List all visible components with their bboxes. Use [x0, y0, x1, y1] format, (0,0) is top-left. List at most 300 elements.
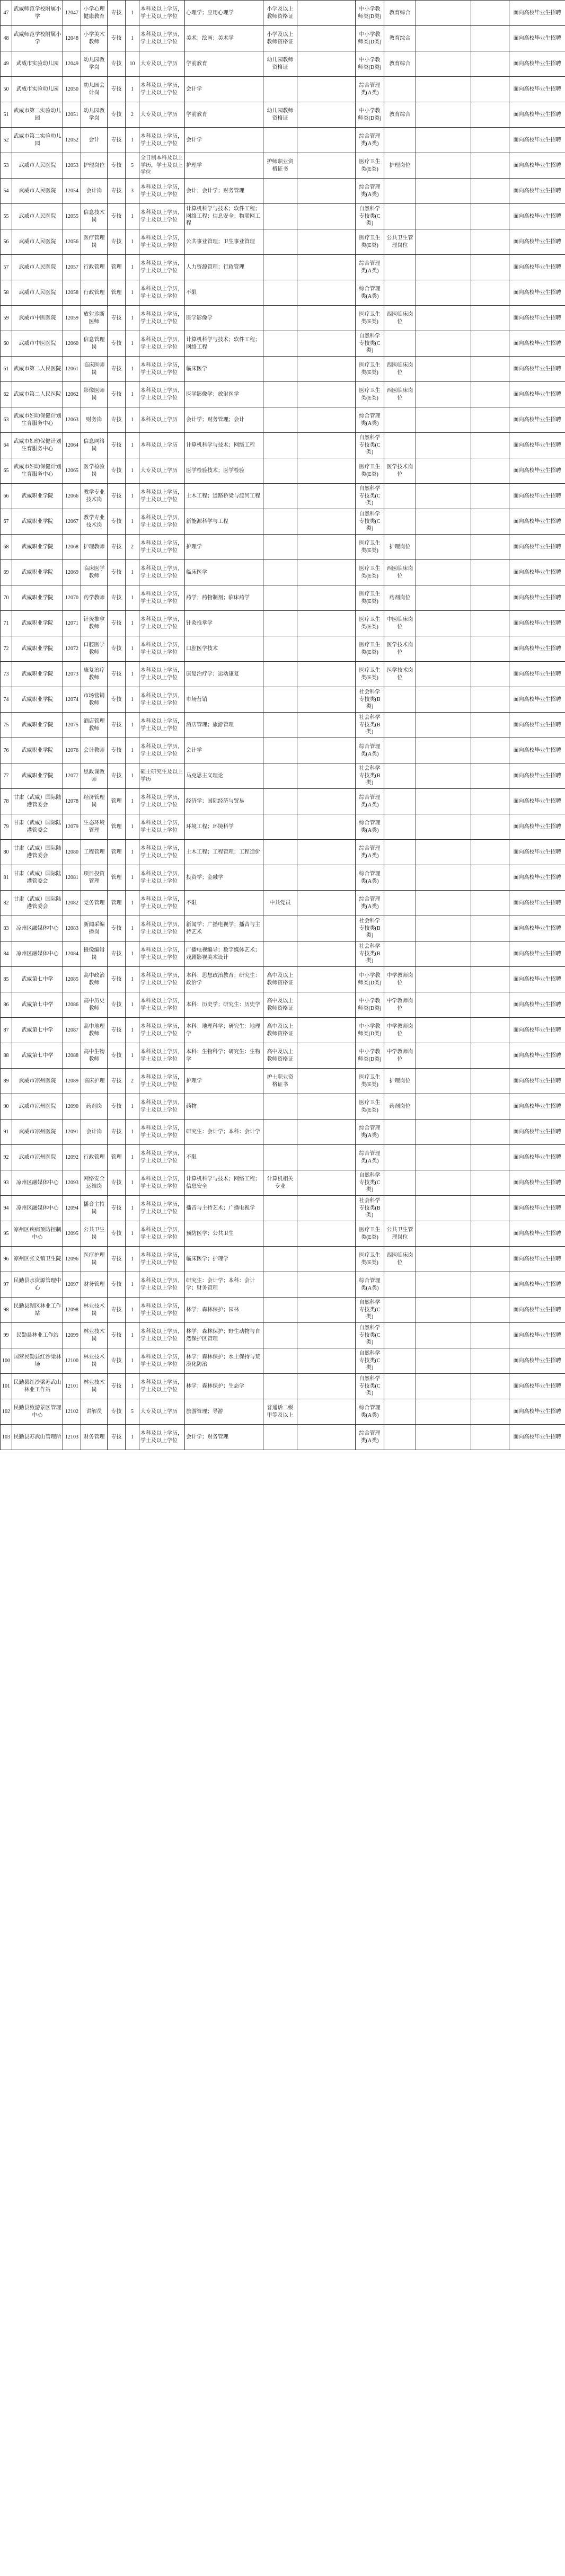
- table-row: [1, 204, 565, 229]
- exam-category: 医疗卫生类(E类): [356, 585, 384, 611]
- exam-category: 医疗卫生类(E类): [356, 535, 384, 560]
- major-requirement: 本科：地理科学；研究生：地理学: [185, 1018, 263, 1043]
- blank-cell: [416, 204, 471, 229]
- table-row: [1, 560, 565, 585]
- blank-cell: [416, 916, 471, 941]
- recruitment-target: 面向高校毕业生招聘: [509, 1272, 565, 1298]
- recruitment-target: 面向高校毕业生招聘: [509, 1018, 565, 1043]
- post-category: 专技: [108, 1247, 126, 1272]
- table-row: [1, 636, 565, 662]
- recruitment-target: 面向高校毕业生招聘: [509, 1145, 565, 1170]
- blank-cell: [297, 967, 356, 992]
- blank-cell: [416, 687, 471, 713]
- exam-category: 社会科学专技类(B类): [356, 763, 384, 789]
- other-requirement: [263, 128, 297, 153]
- row-number: 69: [1, 560, 12, 585]
- major-requirement: 药物: [185, 1094, 263, 1120]
- table-row: [1, 484, 565, 509]
- hire-count: 1: [126, 509, 139, 535]
- other-requirement: [263, 789, 297, 814]
- major-requirement: 公共事业管理；卫生事业管理: [185, 229, 263, 255]
- blank-cell: [297, 687, 356, 713]
- blank-cell: [471, 636, 509, 662]
- blank-cell: [297, 1247, 356, 1272]
- exam-category: 自然科学专技类(C类): [356, 204, 384, 229]
- exam-subject: 西医临床岗位: [384, 560, 416, 585]
- blank-cell: [416, 992, 471, 1018]
- exam-category: 中小学教师类(D类): [356, 102, 384, 128]
- other-requirement: [263, 1120, 297, 1145]
- blank-cell: [416, 407, 471, 433]
- row-number: 70: [1, 585, 12, 611]
- education-requirement: 本科及以上学历，学士及以上学位: [139, 1272, 185, 1298]
- major-requirement: 计算机科学与技术；网络工程；信息安全: [185, 1170, 263, 1196]
- exam-subject: [384, 738, 416, 763]
- post-name: 信息管理岗: [81, 331, 108, 357]
- other-requirement: 护师职业资格证书: [263, 153, 297, 179]
- employer-name: 武威市妇幼保健计划生育服务中心: [12, 433, 63, 458]
- major-requirement: 会计学: [185, 77, 263, 102]
- post-category: 专技: [108, 1196, 126, 1221]
- exam-category: 医疗卫生类(E类): [356, 611, 384, 636]
- employer-name: 民勤县红沙梁苏武山林业工作站: [12, 1374, 63, 1399]
- education-requirement: 本科及以上学历，学士及以上学位: [139, 916, 185, 941]
- major-requirement: 新能源科学与工程: [185, 509, 263, 535]
- education-requirement: 本科及以上学历，学士及以上学位: [139, 941, 185, 967]
- education-requirement: 大专及以上学历: [139, 51, 185, 77]
- table-body: [1, 1, 565, 1450]
- major-requirement: 会计学: [185, 128, 263, 153]
- education-requirement: 本科及以上学历，学士及以上学位: [139, 128, 185, 153]
- post-category: 专技: [108, 738, 126, 763]
- post-category: 专技: [108, 407, 126, 433]
- blank-cell: [471, 535, 509, 560]
- row-number: 49: [1, 51, 12, 77]
- post-category: 管理: [108, 814, 126, 840]
- blank-cell: [471, 484, 509, 509]
- table-row: [1, 331, 565, 357]
- other-requirement: [263, 738, 297, 763]
- exam-subject: 医学技术岗位: [384, 458, 416, 484]
- other-requirement: [263, 1425, 297, 1450]
- exam-category: 综合管理类(A类): [356, 280, 384, 306]
- recruitment-target: 面向高校毕业生招聘: [509, 1196, 565, 1221]
- post-name: 临床护理: [81, 1069, 108, 1094]
- blank-cell: [416, 153, 471, 179]
- employer-name: 武威市人民医院: [12, 204, 63, 229]
- post-code: 12101: [63, 1374, 81, 1399]
- post-code: 12069: [63, 560, 81, 585]
- hire-count: 2: [126, 1069, 139, 1094]
- blank-cell: [471, 1399, 509, 1425]
- other-requirement: 护士职业资格证书: [263, 1069, 297, 1094]
- exam-category: 综合管理类(A类): [356, 1425, 384, 1450]
- exam-category: 综合管理类(A类): [356, 407, 384, 433]
- blank-cell: [471, 560, 509, 585]
- other-requirement: [263, 255, 297, 280]
- post-name: 高中政治教师: [81, 967, 108, 992]
- hire-count: 5: [126, 1399, 139, 1425]
- exam-category: 综合管理类(A类): [356, 1272, 384, 1298]
- row-number: 98: [1, 1298, 12, 1323]
- post-name: 小学美术教师: [81, 26, 108, 51]
- recruitment-target: 面向高校毕业生招聘: [509, 738, 565, 763]
- blank-cell: [297, 382, 356, 407]
- post-name: 高中历史教师: [81, 992, 108, 1018]
- blank-cell: [416, 179, 471, 204]
- table-row: [1, 306, 565, 331]
- blank-cell: [416, 1374, 471, 1399]
- post-code: 12049: [63, 51, 81, 77]
- recruitment-target: 面向高校毕业生招聘: [509, 763, 565, 789]
- other-requirement: 小学及以上教师资格证: [263, 26, 297, 51]
- recruitment-target: 面向高校毕业生招聘: [509, 1120, 565, 1145]
- blank-cell: [471, 26, 509, 51]
- hire-count: 10: [126, 51, 139, 77]
- major-requirement: 会计学: [185, 738, 263, 763]
- table-row: [1, 992, 565, 1018]
- post-category: 专技: [108, 179, 126, 204]
- major-requirement: 本科：思想政治教育；研究生：政治学: [185, 967, 263, 992]
- employer-name: 武威职业学院: [12, 560, 63, 585]
- blank-cell: [297, 102, 356, 128]
- blank-cell: [297, 1196, 356, 1221]
- post-name: 临床医学教师: [81, 560, 108, 585]
- blank-cell: [416, 1, 471, 26]
- post-category: 专技: [108, 1348, 126, 1374]
- education-requirement: 本科及以上学历，学士及以上学位: [139, 636, 185, 662]
- employer-name: 甘肃（武威）国际陆港管委会: [12, 840, 63, 865]
- blank-cell: [471, 1018, 509, 1043]
- row-number: 63: [1, 407, 12, 433]
- row-number: 55: [1, 204, 12, 229]
- employer-name: 国营民勤县红沙梁林场: [12, 1348, 63, 1374]
- blank-cell: [471, 1145, 509, 1170]
- employer-name: 武威第七中学: [12, 1018, 63, 1043]
- other-requirement: [263, 687, 297, 713]
- post-code: 12048: [63, 26, 81, 51]
- post-code: 12047: [63, 1, 81, 26]
- major-requirement: 预防医学；公共卫生: [185, 1221, 263, 1247]
- recruitment-target: 面向高校毕业生招聘: [509, 306, 565, 331]
- hire-count: 1: [126, 26, 139, 51]
- blank-cell: [471, 1043, 509, 1069]
- hire-count: 1: [126, 77, 139, 102]
- post-category: 专技: [108, 102, 126, 128]
- hire-count: 1: [126, 382, 139, 407]
- row-number: 91: [1, 1120, 12, 1145]
- hire-count: 1: [126, 662, 139, 687]
- exam-subject: 教育综合: [384, 26, 416, 51]
- blank-cell: [297, 1272, 356, 1298]
- table-row: [1, 102, 565, 128]
- post-category: 专技: [108, 662, 126, 687]
- exam-category: 社会科学专技类(B类): [356, 941, 384, 967]
- post-name: 行政管理: [81, 280, 108, 306]
- blank-cell: [416, 433, 471, 458]
- major-requirement: 酒店管理；旅游管理: [185, 713, 263, 738]
- exam-category: 社会科学专技类(B类): [356, 713, 384, 738]
- post-category: 专技: [108, 1298, 126, 1323]
- exam-category: 综合管理类(A类): [356, 128, 384, 153]
- post-category: 管理: [108, 865, 126, 891]
- blank-cell: [297, 77, 356, 102]
- post-category: 专技: [108, 1069, 126, 1094]
- post-code: 12072: [63, 636, 81, 662]
- hire-count: 1: [126, 1, 139, 26]
- post-category: 专技: [108, 1221, 126, 1247]
- exam-category: 医疗卫生类(E类): [356, 306, 384, 331]
- exam-category: 自然科学专技类(C类): [356, 484, 384, 509]
- employer-name: 武威市妇幼保健计划生育服务中心: [12, 407, 63, 433]
- hire-count: 1: [126, 560, 139, 585]
- major-requirement: 不限: [185, 891, 263, 916]
- post-category: 管理: [108, 891, 126, 916]
- employer-name: 武威市凉州医院: [12, 1094, 63, 1120]
- hire-count: 1: [126, 738, 139, 763]
- blank-cell: [471, 204, 509, 229]
- post-name: 会计岗: [81, 1120, 108, 1145]
- exam-subject: 护理岗位: [384, 153, 416, 179]
- exam-category: 综合管理类(A类): [356, 865, 384, 891]
- post-category: 专技: [108, 1399, 126, 1425]
- hire-count: 1: [126, 1196, 139, 1221]
- employer-name: 武威市凉州医院: [12, 1069, 63, 1094]
- hire-count: 1: [126, 585, 139, 611]
- blank-cell: [297, 560, 356, 585]
- blank-cell: [471, 1, 509, 26]
- post-category: 管理: [108, 255, 126, 280]
- row-number: 79: [1, 814, 12, 840]
- other-requirement: [263, 840, 297, 865]
- employer-name: 甘肃（武威）国际陆港管委会: [12, 865, 63, 891]
- post-code: 12056: [63, 229, 81, 255]
- blank-cell: [297, 763, 356, 789]
- hire-count: 1: [126, 1425, 139, 1450]
- exam-category: 自然科学专技类(C类): [356, 1298, 384, 1323]
- exam-subject: [384, 789, 416, 814]
- blank-cell: [416, 26, 471, 51]
- row-number: 85: [1, 967, 12, 992]
- other-requirement: [263, 433, 297, 458]
- other-requirement: [263, 1272, 297, 1298]
- hire-count: 1: [126, 1145, 139, 1170]
- major-requirement: 环境工程；环境科学: [185, 814, 263, 840]
- recruitment-target: 面向高校毕业生招聘: [509, 967, 565, 992]
- table-row: [1, 1069, 565, 1094]
- blank-cell: [297, 636, 356, 662]
- education-requirement: 本科及以上学历，学士及以上学位: [139, 687, 185, 713]
- employer-name: 武威职业学院: [12, 662, 63, 687]
- exam-subject: 药剂岗位: [384, 1094, 416, 1120]
- table-row: [1, 1196, 565, 1221]
- exam-subject: [384, 1170, 416, 1196]
- other-requirement: 幼儿园教师资格证: [263, 51, 297, 77]
- post-category: 管理: [108, 789, 126, 814]
- other-requirement: 计算机相关专业: [263, 1170, 297, 1196]
- post-code: 12065: [63, 458, 81, 484]
- education-requirement: 本科及以上学历，学士及以上学位: [139, 331, 185, 357]
- post-category: 专技: [108, 611, 126, 636]
- major-requirement: 康复治疗学；运动康复: [185, 662, 263, 687]
- blank-cell: [471, 1094, 509, 1120]
- blank-cell: [297, 306, 356, 331]
- hire-count: 1: [126, 967, 139, 992]
- table-row: [1, 26, 565, 51]
- employer-name: 武威市人民医院: [12, 153, 63, 179]
- other-requirement: 高中及以上教师资格证: [263, 1018, 297, 1043]
- blank-cell: [471, 662, 509, 687]
- blank-cell: [416, 763, 471, 789]
- hire-count: 1: [126, 255, 139, 280]
- hire-count: 1: [126, 1348, 139, 1374]
- recruitment-target: 面向高校毕业生招聘: [509, 204, 565, 229]
- blank-cell: [297, 458, 356, 484]
- post-category: 专技: [108, 967, 126, 992]
- education-requirement: 本科及以上学历，学士及以上学位: [139, 229, 185, 255]
- blank-cell: [471, 1069, 509, 1094]
- blank-cell: [416, 1145, 471, 1170]
- employer-name: 武威第七中学: [12, 992, 63, 1018]
- education-requirement: 本科及以上学历，学士及以上学位: [139, 662, 185, 687]
- blank-cell: [471, 1272, 509, 1298]
- exam-category: 中小学教师类(D类): [356, 26, 384, 51]
- blank-cell: [416, 306, 471, 331]
- row-number: 57: [1, 255, 12, 280]
- post-name: 小学心理健康教育: [81, 1, 108, 26]
- hire-count: 1: [126, 357, 139, 382]
- blank-cell: [471, 611, 509, 636]
- row-number: 97: [1, 1272, 12, 1298]
- blank-cell: [297, 1018, 356, 1043]
- exam-subject: 西医临床岗位: [384, 1247, 416, 1272]
- blank-cell: [297, 713, 356, 738]
- row-number: 88: [1, 1043, 12, 1069]
- blank-cell: [297, 789, 356, 814]
- major-requirement: 土木工程；道路桥梁与渡河工程: [185, 484, 263, 509]
- employer-name: 武威职业学院: [12, 611, 63, 636]
- post-category: 专技: [108, 1425, 126, 1450]
- table-row: [1, 1374, 565, 1399]
- blank-cell: [471, 840, 509, 865]
- education-requirement: 大专及以上学历: [139, 1399, 185, 1425]
- education-requirement: 本科及以上学历，学士及以上学位: [139, 306, 185, 331]
- post-category: 专技: [108, 382, 126, 407]
- blank-cell: [416, 1196, 471, 1221]
- blank-cell: [416, 967, 471, 992]
- post-name: 酒店管理教师: [81, 713, 108, 738]
- recruitment-target: 面向高校毕业生招聘: [509, 26, 565, 51]
- exam-subject: 中学教师岗位: [384, 1018, 416, 1043]
- recruitment-target: 面向高校毕业生招聘: [509, 484, 565, 509]
- blank-cell: [471, 1221, 509, 1247]
- blank-cell: [416, 535, 471, 560]
- recruitment-target: 面向高校毕业生招聘: [509, 1323, 565, 1348]
- table-row: [1, 865, 565, 891]
- row-number: 102: [1, 1399, 12, 1425]
- recruitment-target: 面向高校毕业生招聘: [509, 179, 565, 204]
- major-requirement: 不限: [185, 1145, 263, 1170]
- post-code: 12071: [63, 611, 81, 636]
- recruitment-target: 面向高校毕业生招聘: [509, 1069, 565, 1094]
- recruitment-target: 面向高校毕业生招聘: [509, 560, 565, 585]
- blank-cell: [471, 814, 509, 840]
- hire-count: 1: [126, 1247, 139, 1272]
- post-name: 播音主持岗: [81, 1196, 108, 1221]
- row-number: 72: [1, 636, 12, 662]
- post-category: 专技: [108, 992, 126, 1018]
- blank-cell: [297, 128, 356, 153]
- exam-subject: [384, 814, 416, 840]
- exam-category: 中小学教师类(D类): [356, 1, 384, 26]
- major-requirement: 会计学；财务管理；会计: [185, 407, 263, 433]
- exam-subject: [384, 77, 416, 102]
- employer-name: 武威市第二实验幼儿园: [12, 102, 63, 128]
- exam-subject: 西医临床岗位: [384, 357, 416, 382]
- table-row: [1, 967, 565, 992]
- exam-category: 中小学教师类(D类): [356, 1043, 384, 1069]
- post-code: 12091: [63, 1120, 81, 1145]
- blank-cell: [471, 1247, 509, 1272]
- blank-cell: [471, 509, 509, 535]
- recruitment-target: 面向高校毕业生招聘: [509, 255, 565, 280]
- blank-cell: [416, 1298, 471, 1323]
- blank-cell: [297, 1425, 356, 1450]
- table-row: [1, 713, 565, 738]
- exam-subject: [384, 1323, 416, 1348]
- post-category: 专技: [108, 636, 126, 662]
- post-category: 专技: [108, 585, 126, 611]
- employer-name: 武威职业学院: [12, 713, 63, 738]
- hire-count: 1: [126, 306, 139, 331]
- blank-cell: [297, 891, 356, 916]
- row-number: 71: [1, 611, 12, 636]
- employer-name: 武威职业学院: [12, 687, 63, 713]
- blank-cell: [416, 560, 471, 585]
- row-number: 66: [1, 484, 12, 509]
- row-number: 62: [1, 382, 12, 407]
- other-requirement: 高中及以上教师资格证: [263, 1043, 297, 1069]
- hire-count: 1: [126, 713, 139, 738]
- table-row: [1, 585, 565, 611]
- row-number: 83: [1, 916, 12, 941]
- blank-cell: [416, 51, 471, 77]
- row-number: 76: [1, 738, 12, 763]
- major-requirement: 针灸推拿学: [185, 611, 263, 636]
- blank-cell: [471, 77, 509, 102]
- table-row: [1, 1425, 565, 1450]
- recruitment-target: 面向高校毕业生招聘: [509, 1247, 565, 1272]
- blank-cell: [471, 992, 509, 1018]
- major-requirement: 临床医学: [185, 560, 263, 585]
- blank-cell: [471, 255, 509, 280]
- education-requirement: 本科及以上学历，学士及以上学位: [139, 611, 185, 636]
- row-number: 75: [1, 713, 12, 738]
- post-category: 专技: [108, 1094, 126, 1120]
- exam-category: 医疗卫生类(E类): [356, 1221, 384, 1247]
- blank-cell: [416, 1425, 471, 1450]
- exam-subject: [384, 255, 416, 280]
- blank-cell: [471, 433, 509, 458]
- row-number: 58: [1, 280, 12, 306]
- post-code: 12051: [63, 102, 81, 128]
- employer-name: 武威第七中学: [12, 1043, 63, 1069]
- post-code: 12050: [63, 77, 81, 102]
- exam-subject: 公共卫生管理岗位: [384, 1221, 416, 1247]
- other-requirement: [263, 484, 297, 509]
- exam-subject: [384, 916, 416, 941]
- other-requirement: [263, 1298, 297, 1323]
